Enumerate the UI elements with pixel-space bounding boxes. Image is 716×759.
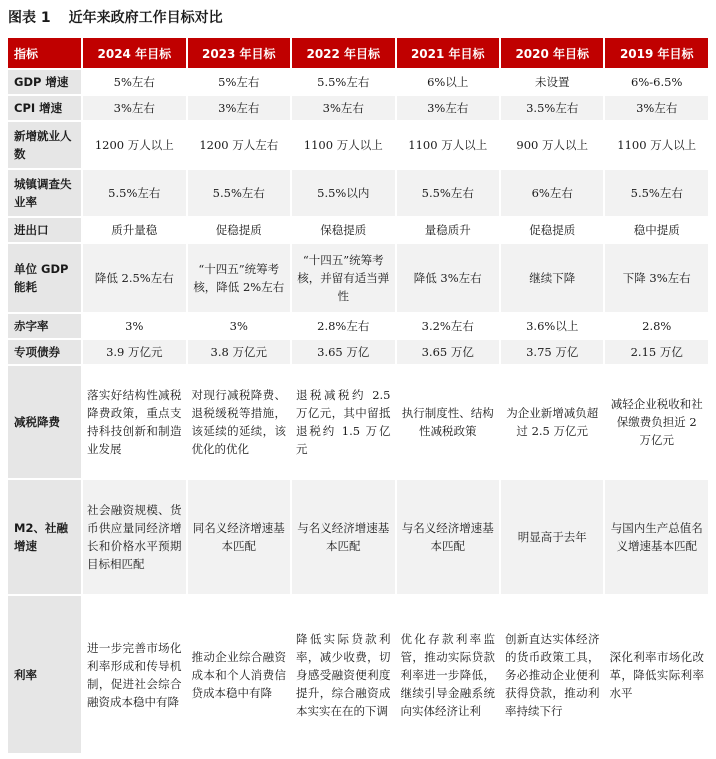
table-cell: 3%左右 [605,96,708,120]
table-row-m2 [8,480,708,594]
header-2022: 2022 年目标 [292,38,394,68]
table-cell: 5.5%以内 [292,170,394,216]
table-cell: 促稳提质 [501,218,603,242]
header-2021: 2021 年目标 [397,38,499,68]
table-cell: 优化存款利率监管，推动实际贷款利率进一步降低，继续引导金融系统向实体经济让利 [397,596,499,753]
figure-title: 近年来政府工作目标对比 [68,10,223,26]
table-cell: 促稳提质 [188,218,290,242]
table-cell: 质升量稳 [83,218,185,242]
table-cell: “十四五”统筹考核，降低 2%左右 [188,244,290,312]
table-row-interest-rate [8,596,708,753]
table-cell: 同名义经济增速基本匹配 [188,480,290,594]
table-cell: 5.5%左右 [292,70,394,94]
table-cell: 3.6%以上 [501,314,603,338]
table-row-energy [8,244,708,312]
table-cell: 降低实际贷款利率，减少收费，切身感受融资便利度提升，综合融资成本实实在在的下调 [292,596,394,753]
header-row [8,38,708,68]
table-cell: 1100 万人以上 [292,122,394,168]
table-cell: 社会融资规模、货币供应量同经济增长和价格水平预期目标相匹配 [83,480,185,594]
table-cell: 5%左右 [188,70,290,94]
row-label: 减税降费 [8,366,81,478]
table-cell: 继续下降 [501,244,603,312]
table-cell: 5.5%左右 [83,170,185,216]
table-cell: 落实好结构性减税降费政策，重点支持科技创新和制造业发展 [83,366,185,478]
table-cell: 5.5%左右 [397,170,499,216]
table-cell: 6%以上 [397,70,499,94]
table-row-employment [8,122,708,168]
table-cell: 3.5%左右 [501,96,603,120]
table-cell: 执行制度性、结构性减税政策 [397,366,499,478]
header-2024: 2024 年目标 [83,38,185,68]
table-cell: “十四五”统筹考核，并留有适当弹性 [292,244,394,312]
header-2020: 2020 年目标 [501,38,603,68]
table-cell: 与名义经济增速基本匹配 [292,480,394,594]
table-cell: 进一步完善市场化利率形成和传导机制，促进社会综合融资成本稳中有降 [83,596,185,753]
table-cell: 明显高于去年 [501,480,603,594]
row-label: M2、社融增速 [8,480,81,594]
table-cell: 下降 3%左右 [605,244,708,312]
table-cell: 1100 万人以上 [397,122,499,168]
table-cell: 3%左右 [83,96,185,120]
table-cell: 3.75 万亿 [501,340,603,364]
table-cell: 与名义经济增速基本匹配 [397,480,499,594]
table-cell: 1200 万人以上 [83,122,185,168]
row-label: 新增就业人数 [8,122,81,168]
row-label: 赤字率 [8,314,81,338]
row-label: 城镇调查失业率 [8,170,81,216]
table-row-tax-cuts [8,366,708,478]
row-label: GDP 增速 [8,70,81,94]
table-cell: 未设置 [501,70,603,94]
table-cell: 推动企业综合融资成本和个人消费信贷成本稳中有降 [188,596,290,753]
figure-caption [8,7,223,29]
table-cell: 降低 2.5%左右 [83,244,185,312]
table-cell: 3% [83,314,185,338]
table-cell: 保稳提质 [292,218,394,242]
row-label: CPI 增速 [8,96,81,120]
table-cell: 6%左右 [501,170,603,216]
table-cell: 2.8% [605,314,708,338]
row-label: 单位 GDP 能耗 [8,244,81,312]
table-cell: 量稳质升 [397,218,499,242]
table-cell: 3.2%左右 [397,314,499,338]
row-label: 利率 [8,596,81,753]
table-cell: 1200 万人左右 [188,122,290,168]
table-cell: 减轻企业税收和社保缴费负担近 2 万亿元 [605,366,708,478]
table-row-deficit [8,314,708,338]
targets-table [6,36,710,755]
table-cell: 对现行减税降费、退税缓税等措施，该延续的延续，该优化的优化 [188,366,290,478]
table-cell: 降低 3%左右 [397,244,499,312]
header-indicator: 指标 [8,38,81,68]
table-cell: 与国内生产总值名义增速基本匹配 [605,480,708,594]
table-cell: 5.5%左右 [188,170,290,216]
table-cell: 3%左右 [188,96,290,120]
table-cell: 为企业新增减负超过 2.5 万亿元 [501,366,603,478]
table-cell: 2.15 万亿 [605,340,708,364]
table-cell: 5.5%左右 [605,170,708,216]
table-row-special-bonds [8,340,708,364]
table-cell: 5%左右 [83,70,185,94]
row-label: 进出口 [8,218,81,242]
table-cell: 稳中提质 [605,218,708,242]
table-row-cpi [8,96,708,120]
table-cell: 2.8%左右 [292,314,394,338]
table-cell: 3.65 万亿 [292,340,394,364]
table-cell: 3% [188,314,290,338]
table-cell: 深化利率市场化改革，降低实际利率水平 [605,596,708,753]
figure-number: 图表 1 [8,10,51,26]
table-cell: 3.65 万亿 [397,340,499,364]
table-cell: 创新直达实体经济的货币政策工具，务必推动企业便利获得贷款，推动利率持续下行 [501,596,603,753]
table-cell: 6%-6.5% [605,70,708,94]
table-row-gdp [8,70,708,94]
table-cell: 退税减税约 2.5 万亿元，其中留抵退税约 1.5 万亿元 [292,366,394,478]
table-cell: 3%左右 [292,96,394,120]
table-cell: 3.8 万亿元 [188,340,290,364]
row-label: 专项债券 [8,340,81,364]
table-row-trade [8,218,708,242]
header-2019: 2019 年目标 [605,38,708,68]
table-row-unemployment [8,170,708,216]
table-cell: 3%左右 [397,96,499,120]
table-cell: 1100 万人以上 [605,122,708,168]
table-cell: 3.9 万亿元 [83,340,185,364]
header-2023: 2023 年目标 [188,38,290,68]
table-cell: 900 万人以上 [501,122,603,168]
